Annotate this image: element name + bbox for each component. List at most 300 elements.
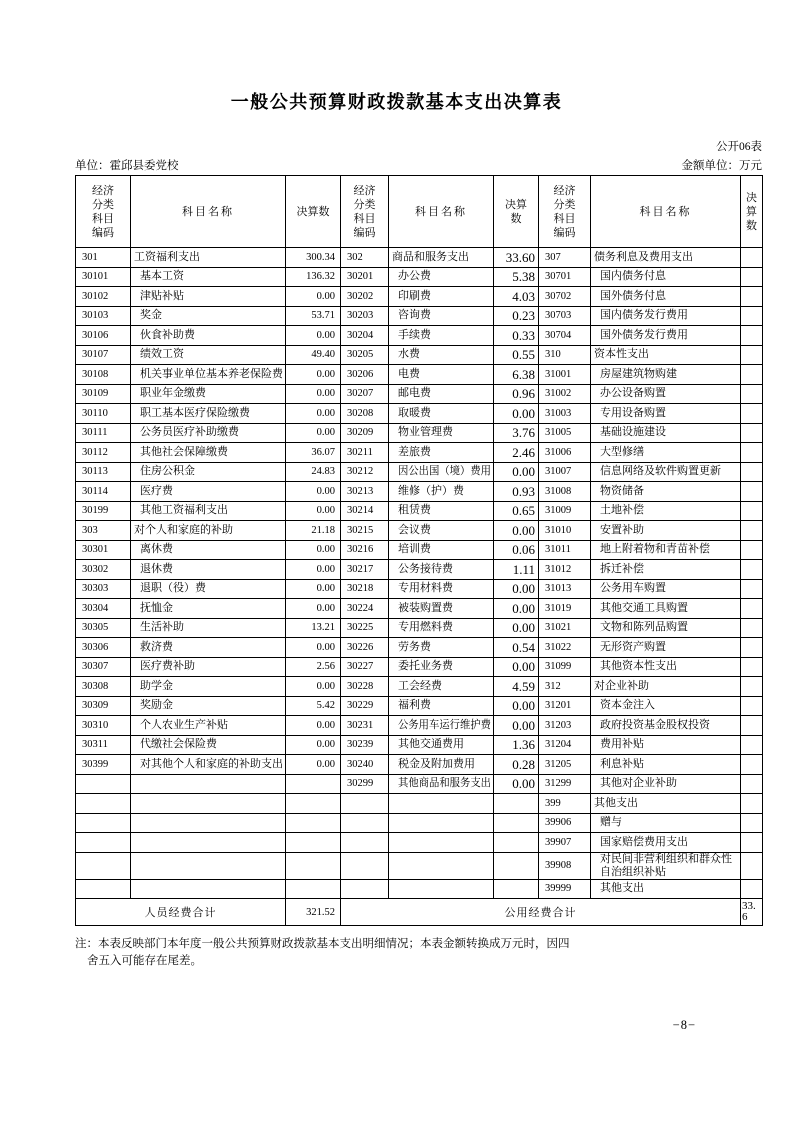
table-row <box>76 267 763 287</box>
subject-name: 地上附着物和青苗补偿 <box>591 540 741 560</box>
table-row <box>76 833 763 853</box>
subject-code: 30205 <box>341 345 389 365</box>
subject-name: 培训费 <box>389 540 494 560</box>
subject-code: 39907 <box>539 833 591 853</box>
header-row <box>76 176 763 248</box>
subject-name: 费用补贴 <box>591 735 741 755</box>
header-value-col1: 决算数 <box>286 176 341 248</box>
subject-name: 伙食补助费 <box>131 326 286 346</box>
subject-code: 30109 <box>76 384 131 404</box>
subject-code: 30107 <box>76 345 131 365</box>
subject-code: 30216 <box>341 540 389 560</box>
table-footer <box>76 899 763 926</box>
subject-code: 31010 <box>539 521 591 541</box>
budget-expenditure-table <box>75 175 763 926</box>
final-amount: 0.00 <box>286 735 341 755</box>
note-line-1: 注：本表反映部门本年度一般公共预算财政拨款基本支出明细情况；本表金额转换成万元时，因四 <box>75 938 570 950</box>
subject-code: 30108 <box>76 365 131 385</box>
subject-code: 30309 <box>76 696 131 716</box>
final-amount: 0.00 <box>286 560 341 580</box>
final-amount: 0.00 <box>286 501 341 521</box>
subject-code: 31007 <box>539 462 591 482</box>
final-amount <box>741 482 763 502</box>
subject-name: 退休费 <box>131 560 286 580</box>
subject-code: 307 <box>539 248 591 268</box>
subject-name <box>389 879 494 899</box>
final-amount <box>741 423 763 443</box>
final-amount: 1.11 <box>494 560 539 580</box>
subject-name: 职业年金缴费 <box>131 384 286 404</box>
subject-name: 机关事业单位基本养老保险费 <box>131 365 286 385</box>
subject-name: 取暖费 <box>389 404 494 424</box>
final-amount <box>741 833 763 853</box>
subject-code <box>76 794 131 814</box>
subject-name: 绩效工资 <box>131 345 286 365</box>
subject-name: 国家赔偿费用支出 <box>591 833 741 853</box>
subject-name: 生活补助 <box>131 618 286 638</box>
subject-code <box>76 879 131 899</box>
final-amount <box>741 794 763 814</box>
final-amount: 0.00 <box>494 716 539 736</box>
table-row <box>76 501 763 521</box>
table-row <box>76 521 763 541</box>
subject-code: 312 <box>539 677 591 697</box>
subject-name: 土地补偿 <box>591 501 741 521</box>
subject-name: 医疗费 <box>131 482 286 502</box>
final-amount <box>741 879 763 899</box>
subject-code: 30702 <box>539 287 591 307</box>
subject-name <box>389 813 494 833</box>
table-row <box>76 579 763 599</box>
subject-name <box>131 774 286 794</box>
subject-name: 被装购置费 <box>389 599 494 619</box>
final-amount: 4.59 <box>494 677 539 697</box>
final-amount: 0.00 <box>286 384 341 404</box>
subject-name: 公务接待费 <box>389 560 494 580</box>
public-table-number: 公开06表 <box>716 141 762 153</box>
subject-code: 30103 <box>76 306 131 326</box>
final-amount <box>741 501 763 521</box>
subject-code: 30307 <box>76 657 131 677</box>
subject-code: 30199 <box>76 501 131 521</box>
final-amount: 0.54 <box>494 638 539 658</box>
subject-code <box>341 879 389 899</box>
subject-name <box>389 852 494 879</box>
table-row <box>76 423 763 443</box>
subject-code: 30202 <box>341 287 389 307</box>
subject-name: 福利费 <box>389 696 494 716</box>
subject-name: 对其他个人和家庭的补助支出 <box>131 755 286 775</box>
final-amount: 0.00 <box>286 599 341 619</box>
subject-code: 30212 <box>341 462 389 482</box>
final-amount: 0.00 <box>286 579 341 599</box>
subject-code: 31006 <box>539 443 591 463</box>
subject-code: 30112 <box>76 443 131 463</box>
subject-code: 30110 <box>76 404 131 424</box>
final-amount <box>741 267 763 287</box>
final-amount: 0.00 <box>494 696 539 716</box>
subject-code: 30704 <box>539 326 591 346</box>
final-amount <box>286 774 341 794</box>
table-row <box>76 482 763 502</box>
subject-code: 31099 <box>539 657 591 677</box>
page-number: −8− <box>672 1018 696 1032</box>
final-amount: 0.00 <box>286 755 341 775</box>
final-amount: 2.56 <box>286 657 341 677</box>
table-row <box>76 306 763 326</box>
subject-code: 30302 <box>76 560 131 580</box>
final-amount: 3.76 <box>494 423 539 443</box>
final-amount <box>741 443 763 463</box>
subject-name: 对企业补助 <box>591 677 741 697</box>
subject-code: 31203 <box>539 716 591 736</box>
subject-name: 税金及附加费用 <box>389 755 494 775</box>
subject-name: 医疗费补助 <box>131 657 286 677</box>
subject-name: 电费 <box>389 365 494 385</box>
final-amount <box>741 599 763 619</box>
final-amount <box>741 560 763 580</box>
subject-code: 31012 <box>539 560 591 580</box>
final-amount: 0.00 <box>494 774 539 794</box>
final-amount: 0.00 <box>494 599 539 619</box>
final-amount: 0.00 <box>286 423 341 443</box>
final-amount: 0.00 <box>286 638 341 658</box>
page-title: 一般公共预算财政拨款基本支出决算表 <box>230 92 563 112</box>
subject-code: 30224 <box>341 599 389 619</box>
table-row <box>76 248 763 268</box>
subject-code: 302 <box>341 248 389 268</box>
public-total-label: 公用经费合计 <box>341 899 741 926</box>
subject-code: 31003 <box>539 404 591 424</box>
table-row <box>76 365 763 385</box>
subject-name: 基本工资 <box>131 267 286 287</box>
header-value-col2: 决算数 <box>494 176 539 248</box>
final-amount <box>741 774 763 794</box>
final-amount: 1.36 <box>494 735 539 755</box>
subject-code: 30218 <box>341 579 389 599</box>
subject-code <box>341 833 389 853</box>
header-code-col3: 经济分类科目编码 <box>539 176 591 248</box>
subject-name: 文物和陈列品购置 <box>591 618 741 638</box>
final-amount: 0.00 <box>494 404 539 424</box>
final-amount: 0.00 <box>494 462 539 482</box>
subject-code: 30228 <box>341 677 389 697</box>
table-row <box>76 755 763 775</box>
subject-name: 其他社会保障缴费 <box>131 443 286 463</box>
subject-code: 310 <box>539 345 591 365</box>
subject-code: 30208 <box>341 404 389 424</box>
subject-code <box>76 852 131 879</box>
subject-name: 津贴补贴 <box>131 287 286 307</box>
subject-name: 专用设备购置 <box>591 404 741 424</box>
final-amount <box>494 794 539 814</box>
header-name-col2: 科目名称 <box>389 176 494 248</box>
table-row <box>76 345 763 365</box>
subject-name <box>131 813 286 833</box>
subject-name: 其他交通费用 <box>389 735 494 755</box>
table-row <box>76 696 763 716</box>
table-row <box>76 794 763 814</box>
subject-name: 赠与 <box>591 813 741 833</box>
final-amount: 2.46 <box>494 443 539 463</box>
subject-name: 信息网络及软件购置更新 <box>591 462 741 482</box>
subject-name: 其他交通工具购置 <box>591 599 741 619</box>
header-name-col1: 科目名称 <box>131 176 286 248</box>
subject-code: 30214 <box>341 501 389 521</box>
final-amount <box>741 345 763 365</box>
subject-name: 国外债务发行费用 <box>591 326 741 346</box>
subject-code: 30310 <box>76 716 131 736</box>
subject-name: 商品和服务支出 <box>389 248 494 268</box>
subject-code: 30204 <box>341 326 389 346</box>
unit-label: 单位：霍邱县委党校 <box>75 160 179 172</box>
final-amount: 0.00 <box>494 521 539 541</box>
final-amount: 0.96 <box>494 384 539 404</box>
subject-name: 救济费 <box>131 638 286 658</box>
subject-code: 31008 <box>539 482 591 502</box>
subject-code: 30209 <box>341 423 389 443</box>
final-amount <box>741 287 763 307</box>
subject-name: 奖励金 <box>131 696 286 716</box>
table-row <box>76 560 763 580</box>
table-row <box>76 852 763 879</box>
subject-name: 手续费 <box>389 326 494 346</box>
subject-name: 专用材料费 <box>389 579 494 599</box>
final-amount: 0.93 <box>494 482 539 502</box>
table-row <box>76 540 763 560</box>
final-amount <box>286 813 341 833</box>
subject-name: 其他支出 <box>591 879 741 899</box>
final-amount <box>741 248 763 268</box>
header-code-col2: 经济分类科目编码 <box>341 176 389 248</box>
subject-code <box>341 813 389 833</box>
final-amount: 0.00 <box>286 326 341 346</box>
subject-code: 30227 <box>341 657 389 677</box>
final-amount: 0.55 <box>494 345 539 365</box>
final-amount <box>741 677 763 697</box>
subject-name: 助学金 <box>131 677 286 697</box>
summary-row <box>76 899 763 926</box>
subject-name: 维修（护）费 <box>389 482 494 502</box>
final-amount: 5.38 <box>494 267 539 287</box>
amount-unit-label: 金额单位：万元 <box>681 160 762 172</box>
subject-name: 水费 <box>389 345 494 365</box>
subject-name: 办公费 <box>389 267 494 287</box>
subject-name: 基础设施建设 <box>591 423 741 443</box>
final-amount <box>286 852 341 879</box>
subject-code: 30229 <box>341 696 389 716</box>
subject-code: 31201 <box>539 696 591 716</box>
personnel-total-value: 321.52 <box>286 899 341 926</box>
subject-name: 差旅费 <box>389 443 494 463</box>
subject-code: 31002 <box>539 384 591 404</box>
final-amount <box>741 618 763 638</box>
header-value-col3: 决算数 <box>741 176 763 248</box>
subject-name <box>131 852 286 879</box>
table-row <box>76 384 763 404</box>
final-amount: 0.00 <box>286 365 341 385</box>
final-amount: 0.65 <box>494 501 539 521</box>
subject-name: 债务利息及费用支出 <box>591 248 741 268</box>
subject-name <box>131 833 286 853</box>
table-row <box>76 618 763 638</box>
subject-code: 30206 <box>341 365 389 385</box>
final-amount: 49.40 <box>286 345 341 365</box>
subject-name: 公务用车运行维护费 <box>389 716 494 736</box>
subject-code: 30703 <box>539 306 591 326</box>
final-amount <box>494 833 539 853</box>
final-amount: 53.71 <box>286 306 341 326</box>
subject-code: 30111 <box>76 423 131 443</box>
final-amount <box>741 696 763 716</box>
subject-code: 30201 <box>341 267 389 287</box>
subject-code: 31013 <box>539 579 591 599</box>
table-row <box>76 599 763 619</box>
subject-code: 30114 <box>76 482 131 502</box>
subject-code: 303 <box>76 521 131 541</box>
table-header <box>76 176 763 248</box>
final-amount <box>741 716 763 736</box>
final-amount: 136.32 <box>286 267 341 287</box>
final-amount: 0.06 <box>494 540 539 560</box>
subject-name: 资本金注入 <box>591 696 741 716</box>
table-row <box>76 677 763 697</box>
final-amount: 21.18 <box>286 521 341 541</box>
table-row <box>76 774 763 794</box>
final-amount <box>741 404 763 424</box>
final-amount: 24.83 <box>286 462 341 482</box>
subject-code <box>76 813 131 833</box>
table-row <box>76 287 763 307</box>
final-amount <box>494 852 539 879</box>
subject-name <box>389 794 494 814</box>
final-amount: 0.00 <box>286 404 341 424</box>
final-amount <box>494 879 539 899</box>
subject-name: 国内债务付息 <box>591 267 741 287</box>
subject-name: 政府投资基金股权投资 <box>591 716 741 736</box>
subject-name: 公务员医疗补助缴费 <box>131 423 286 443</box>
subject-name: 委托业务费 <box>389 657 494 677</box>
final-amount: 5.42 <box>286 696 341 716</box>
subject-name: 代缴社会保险费 <box>131 735 286 755</box>
final-amount: 0.00 <box>286 287 341 307</box>
subject-code: 39999 <box>539 879 591 899</box>
subject-code: 31005 <box>539 423 591 443</box>
final-amount: 0.23 <box>494 306 539 326</box>
subject-name: 资本性支出 <box>591 345 741 365</box>
subject-code: 30207 <box>341 384 389 404</box>
subject-code: 31299 <box>539 774 591 794</box>
subject-name: 物资储备 <box>591 482 741 502</box>
subject-name: 工会经费 <box>389 677 494 697</box>
final-amount: 0.00 <box>494 657 539 677</box>
subject-name: 大型修缮 <box>591 443 741 463</box>
subject-name: 国内债务发行费用 <box>591 306 741 326</box>
subject-code: 31011 <box>539 540 591 560</box>
subject-code: 39908 <box>539 852 591 879</box>
subject-code: 30240 <box>341 755 389 775</box>
subject-code: 30701 <box>539 267 591 287</box>
subject-name: 租赁费 <box>389 501 494 521</box>
document-content <box>75 138 762 970</box>
subject-code: 31204 <box>539 735 591 755</box>
final-amount: 0.00 <box>494 618 539 638</box>
final-amount: 36.07 <box>286 443 341 463</box>
final-amount: 0.00 <box>286 482 341 502</box>
subject-name <box>131 879 286 899</box>
header-code-col1: 经济分类科目编码 <box>76 176 131 248</box>
subject-code: 30106 <box>76 326 131 346</box>
subject-code: 30308 <box>76 677 131 697</box>
final-amount <box>494 813 539 833</box>
subject-code <box>76 833 131 853</box>
subject-name <box>131 794 286 814</box>
subject-name: 邮电费 <box>389 384 494 404</box>
subject-name: 会议费 <box>389 521 494 541</box>
subject-code: 39906 <box>539 813 591 833</box>
final-amount: 33.60 <box>494 248 539 268</box>
subject-name: 印刷费 <box>389 287 494 307</box>
subject-code: 31019 <box>539 599 591 619</box>
subject-name: 利息补贴 <box>591 755 741 775</box>
subject-name: 无形资产购置 <box>591 638 741 658</box>
final-amount <box>741 579 763 599</box>
subject-name: 工资福利支出 <box>131 248 286 268</box>
note-line-2: 舍五入可能存在尾差。 <box>87 955 202 967</box>
subject-code: 30215 <box>341 521 389 541</box>
final-amount <box>741 735 763 755</box>
subject-name: 其他支出 <box>591 794 741 814</box>
subject-code: 30225 <box>341 618 389 638</box>
subject-name: 国外债务付息 <box>591 287 741 307</box>
public-total-value: 33.6 <box>741 899 763 926</box>
subject-code: 30239 <box>341 735 389 755</box>
final-amount: 0.33 <box>494 326 539 346</box>
personnel-total-label: 人员经费合计 <box>76 899 286 926</box>
subject-code: 31001 <box>539 365 591 385</box>
subject-name: 奖金 <box>131 306 286 326</box>
subject-name: 因公出国（境）费用 <box>389 462 494 482</box>
subject-name: 劳务费 <box>389 638 494 658</box>
subject-name: 对个人和家庭的补助 <box>131 521 286 541</box>
subject-code: 30101 <box>76 267 131 287</box>
header-name-col3: 科目名称 <box>591 176 741 248</box>
final-amount <box>741 521 763 541</box>
subject-code: 30304 <box>76 599 131 619</box>
table-meta-row <box>75 157 762 173</box>
subject-name: 对民间非营利组织和群众性自治组织补贴 <box>591 852 741 879</box>
final-amount <box>741 326 763 346</box>
table-row <box>76 326 763 346</box>
subject-code: 30311 <box>76 735 131 755</box>
subject-name: 住房公积金 <box>131 462 286 482</box>
subject-code: 301 <box>76 248 131 268</box>
subject-code: 31022 <box>539 638 591 658</box>
final-amount <box>286 794 341 814</box>
subject-name: 其他商品和服务支出 <box>389 774 494 794</box>
subject-code: 30113 <box>76 462 131 482</box>
table-body <box>76 248 763 899</box>
final-amount <box>741 657 763 677</box>
subject-code: 30306 <box>76 638 131 658</box>
subject-code <box>341 794 389 814</box>
final-amount <box>741 540 763 560</box>
final-amount <box>741 852 763 879</box>
subject-name <box>389 833 494 853</box>
final-amount <box>741 638 763 658</box>
subject-code: 30231 <box>341 716 389 736</box>
subject-code: 30213 <box>341 482 389 502</box>
